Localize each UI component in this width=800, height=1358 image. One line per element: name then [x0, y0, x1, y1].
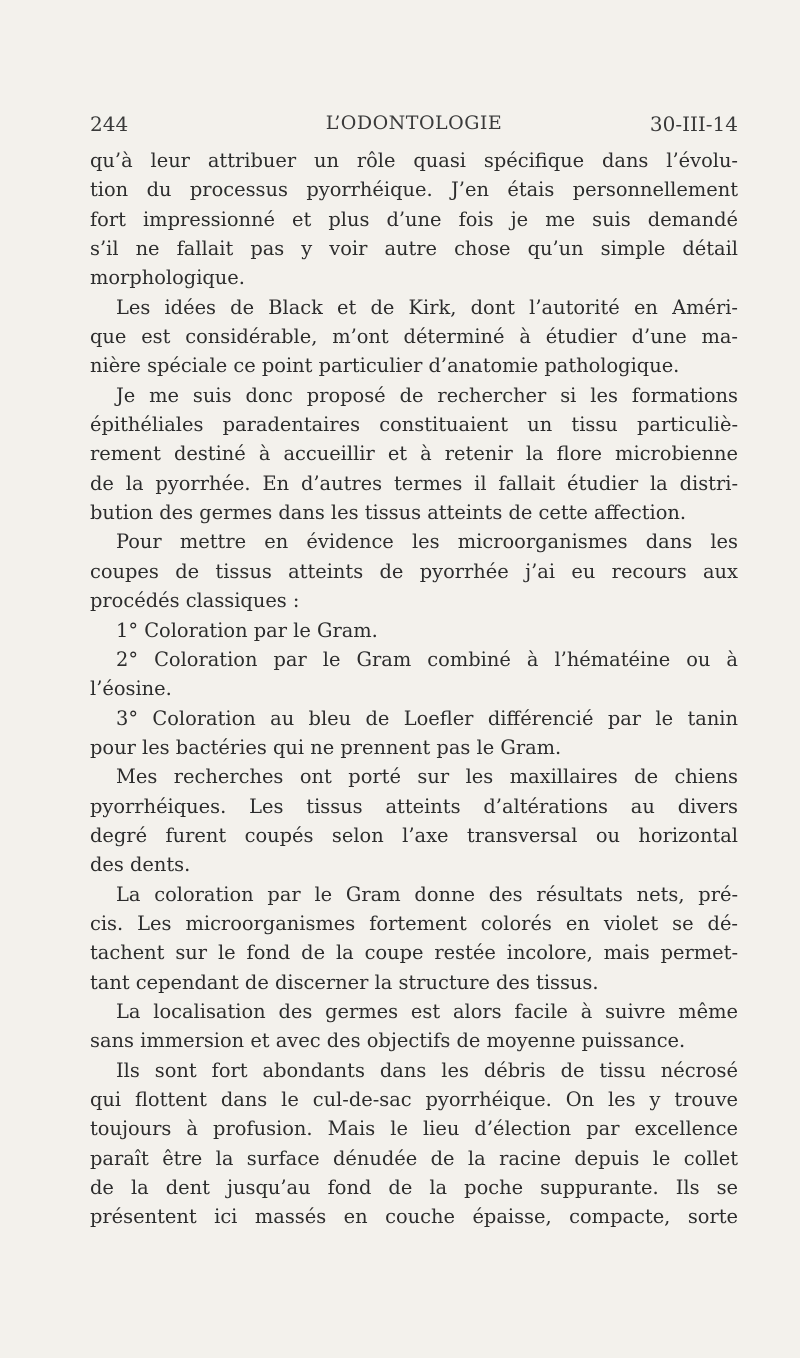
text-line: qu’à leur attribuer un rôle quasi spécifique dans l’évolu-	[90, 149, 738, 172]
issue-date: 30-III-14	[649, 112, 738, 136]
text-line: bution des germes dans les tissus atteints de cette affection.	[90, 501, 687, 525]
text-line: pour les bactéries qui ne prennent pas le Gram.	[90, 735, 562, 759]
text-line: Je me suis donc proposé de rechercher si les formations	[116, 383, 738, 407]
text-line: Ils sont fort abondants dans les débris de tissu nécrosé	[116, 1058, 738, 1082]
text-line: La localisation des germes est alors facile à suivre même	[116, 999, 738, 1023]
text-line: Les idées de Black et de Kirk, dont l’autorité en Améri-	[116, 295, 738, 319]
text-line: rement destiné à accueillir et à retenir la flore microbienne	[90, 442, 738, 466]
text-line: tion du processus pyorrhéique. J’en étais personnellement	[90, 178, 738, 202]
body-text	[90, 146, 738, 1232]
page-number: 244	[90, 112, 129, 136]
text-line: de la dent jusqu’au fond de la poche suppurante. Ils se	[90, 1176, 738, 1200]
text-line: s’il ne fallait pas y voir autre chose qu’un simple détail	[90, 237, 738, 261]
text-line: l’éosine.	[90, 677, 172, 701]
text-line: morphologique.	[90, 266, 245, 290]
text-line: nière spéciale ce point particulier d’anatomie pathologique.	[90, 354, 680, 378]
text-line: Pour mettre en évidence les microorganismes dans les	[116, 530, 738, 554]
text-line: épithéliales paradentaires constituaient un tissu particuliè-	[90, 413, 738, 437]
text-line: 3° Coloration au bleu de Loefler différencié par le tanin	[116, 706, 738, 730]
text-line: coupes de tissus atteints de pyorrhée j’ai eu recours aux	[90, 559, 738, 583]
text-line: toujours à profusion. Mais le lieu d’élection par excellence	[90, 1117, 738, 1141]
text-line: présentent ici massés en couche épaisse, compacte, sorte	[90, 1205, 738, 1229]
running-header	[90, 112, 738, 148]
journal-title: L’ODONTOLOGIE	[325, 112, 503, 134]
text-line: 1° Coloration par le Gram.	[116, 618, 378, 642]
text-line: de la pyorrhée. En d’autres termes il fallait étudier la distri-	[90, 471, 738, 495]
text-line: qui flottent dans le cul-de-sac pyorrhéique. On les y trouve	[90, 1088, 738, 1111]
text-line: La coloration par le Gram donne des résultats nets, pré-	[116, 882, 738, 906]
text-line: des dents.	[90, 853, 191, 877]
text-line: tachent sur le fond de la coupe restée incolore, mais permet-	[90, 941, 738, 965]
text-line: Mes recherches ont porté sur les maxillaires de chiens	[116, 765, 738, 789]
text-line: 2° Coloration par le Gram combiné à l’hématéine ou à	[116, 647, 738, 671]
text-line: tant cependant de discerner la structure des tissus.	[90, 970, 599, 994]
text-line: procédés classiques :	[90, 589, 300, 613]
text-line: que est considérable, m’ont déterminé à étudier d’une ma-	[90, 325, 738, 349]
text-line: fort impressionné et plus d’une fois je me suis demandé	[90, 207, 738, 231]
text-line: sans immersion et avec des objectifs de moyenne puissance.	[90, 1029, 686, 1053]
text-line: paraît être la surface dénudée de la racine depuis le collet	[90, 1146, 738, 1170]
text-line: pyorrhéiques. Les tissus atteints d’altérations au divers	[90, 794, 738, 818]
text-line: cis. Les microorganismes fortement colorés en violet se dé-	[90, 911, 738, 935]
text-line: degré furent coupés selon l’axe transversal ou horizontal	[90, 823, 738, 847]
